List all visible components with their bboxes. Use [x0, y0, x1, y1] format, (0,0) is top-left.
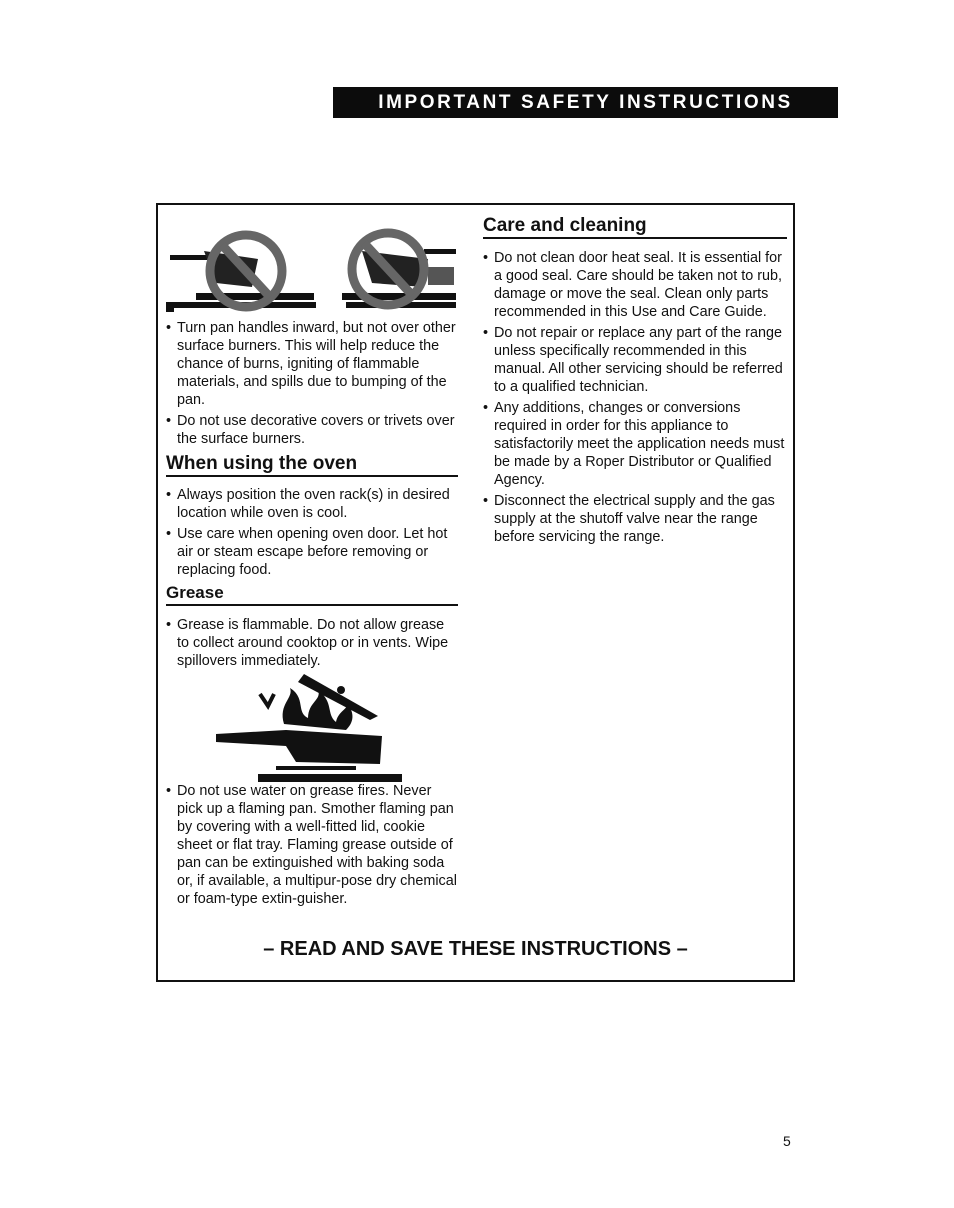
right-column: [483, 215, 787, 549]
care-heading-rule: [483, 237, 787, 239]
grease-fire-list: [166, 782, 458, 908]
list-item: • Grease is flammable. Do not allow grease to collect around cooktop or in vents. Wipe spillovers immediately.: [166, 616, 458, 670]
safety-banner: IMPORTANT SAFETY INSTRUCTIONS: [333, 87, 838, 118]
grease-list: [166, 616, 458, 670]
list-item: • Do not clean door heat seal. It is essential for a good seal. Care should be taken not to rub, damage or move the seal. Clean only parts recommended in this Use and Care Guide.: [483, 249, 787, 321]
oven-list: [166, 486, 458, 579]
list-item: • Do not repair or replace any part of the range unless specifically recommended in this manual. All other servicing should be referred to a qualified technician.: [483, 324, 787, 396]
list-item: • Use care when opening oven door. Let hot air or steam escape before removing or replacing food.: [166, 525, 458, 579]
read-and-save-notice: – READ AND SAVE THESE INSTRUCTIONS –: [263, 938, 688, 960]
care-heading: Care and cleaning: [483, 215, 647, 236]
list-item: • Do not use water on grease fires. Never pick up a flaming pan. Smother flaming pan by covering with a well-fitted lid, cookie sheet or flat tray. Flaming grease outside of pan can be extinguished with baking soda or, if available, a multipur-pose dry chemical or foam-type extin-guisher.: [166, 782, 458, 908]
list-item: • Always position the oven rack(s) in desired location while oven is cool.: [166, 486, 458, 522]
grease-heading-rule: [166, 604, 458, 606]
surface-burner-list: [166, 319, 458, 448]
pan-handle-prohibited-illustration: [166, 215, 458, 315]
grease-fire-illustration: [166, 674, 458, 784]
oven-heading-rule: [166, 475, 458, 477]
oven-heading: When using the oven: [166, 453, 358, 474]
list-item: • Disconnect the electrical supply and the gas supply at the shutoff valve near the range before servicing the range.: [483, 492, 787, 546]
left-column: [166, 215, 458, 911]
page-number: 5: [783, 1133, 791, 1149]
list-item: • Turn pan handles inward, but not over other surface burners. This will help reduce the chance of burns, igniting of flammable materials, and spills due to bumping of the pan.: [166, 319, 458, 409]
care-list: [483, 249, 787, 546]
list-item: • Do not use decorative covers or trivets over the surface burners.: [166, 412, 458, 448]
grease-heading: Grease: [166, 583, 224, 602]
list-item: • Any additions, changes or conversions required in order for this appliance to satisfactorily meet the application needs must be made by a Roper Distributor or Qualified Agency.: [483, 399, 787, 489]
